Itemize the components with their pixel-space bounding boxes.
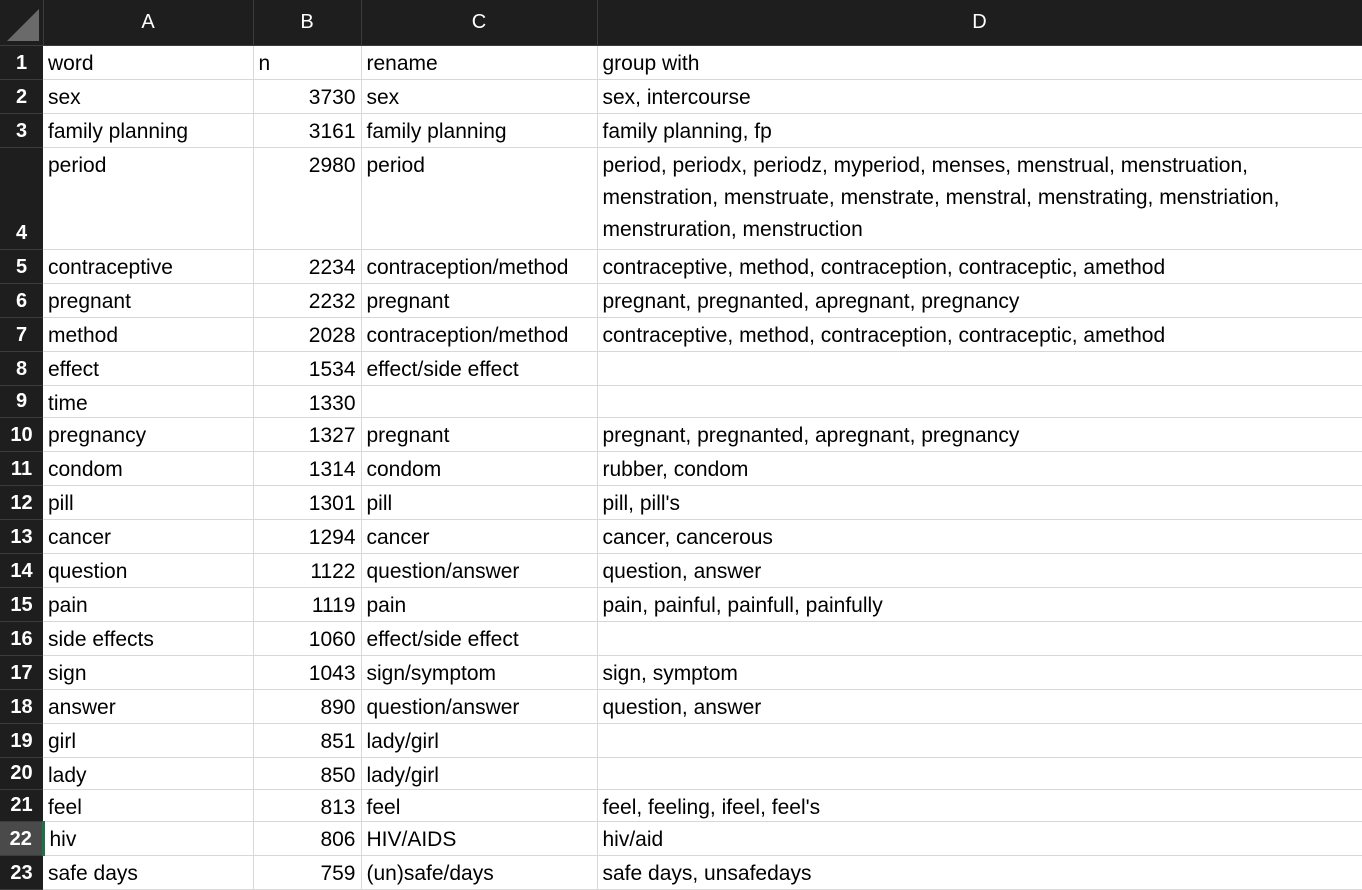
row-header[interactable]: 13: [0, 519, 43, 553]
cell-n[interactable]: n: [253, 45, 361, 79]
select-all-corner[interactable]: [0, 0, 43, 45]
cell-rename[interactable]: cancer: [361, 519, 597, 553]
cell-rename[interactable]: rename: [361, 45, 597, 79]
cell-word[interactable]: side effects: [43, 621, 253, 655]
cell-word[interactable]: method: [43, 317, 253, 351]
table-row: [0, 621, 1362, 655]
cell-group-with[interactable]: family planning, fp: [597, 113, 1362, 147]
cell-word[interactable]: lady: [43, 757, 253, 789]
row-header[interactable]: 12: [0, 485, 43, 519]
table-row: [0, 485, 1362, 519]
cell-n[interactable]: 1314: [253, 451, 361, 485]
row-header[interactable]: 22: [0, 821, 43, 855]
cell-word[interactable]: pain: [43, 587, 253, 621]
cell-group-with[interactable]: [597, 621, 1362, 655]
cell-word[interactable]: pregnancy: [43, 417, 253, 451]
row-header[interactable]: 11: [0, 451, 43, 485]
cell-word[interactable]: feel: [43, 789, 253, 821]
cell-n[interactable]: 2980: [253, 147, 361, 249]
row-header[interactable]: 6: [0, 283, 43, 317]
cell-word[interactable]: answer: [43, 689, 253, 723]
select-all-icon: [7, 9, 39, 41]
column-header-a[interactable]: A: [43, 0, 253, 45]
cell-n[interactable]: 1119: [253, 587, 361, 621]
row-header[interactable]: 10: [0, 417, 43, 451]
row-header[interactable]: 19: [0, 723, 43, 757]
cell-n[interactable]: 2234: [253, 249, 361, 283]
cell-rename[interactable]: pill: [361, 485, 597, 519]
cell-group-with[interactable]: sex, intercourse: [597, 79, 1362, 113]
cell-n[interactable]: 1301: [253, 485, 361, 519]
cell-rename[interactable]: pain: [361, 587, 597, 621]
cell-word[interactable]: question: [43, 553, 253, 587]
cell-group-with[interactable]: contraceptive, method, contraception, contraceptic, amethod: [597, 249, 1362, 283]
cell-word[interactable]: condom: [43, 451, 253, 485]
column-header-c[interactable]: C: [361, 0, 597, 45]
cell-rename[interactable]: effect/side effect: [361, 621, 597, 655]
cell-n[interactable]: 813: [253, 789, 361, 821]
table-row: [0, 451, 1362, 485]
table-row: [0, 655, 1362, 689]
row-header[interactable]: 15: [0, 587, 43, 621]
cell-group-with[interactable]: safe days, unsafedays: [597, 855, 1362, 889]
table-row: [0, 821, 1362, 855]
cell-n[interactable]: 1122: [253, 553, 361, 587]
row-header[interactable]: 20: [0, 757, 43, 789]
cell-n[interactable]: 3730: [253, 79, 361, 113]
cell-word[interactable]: family planning: [43, 113, 253, 147]
table-row: [0, 587, 1362, 621]
table-row: [0, 113, 1362, 147]
cell-group-with[interactable]: [597, 351, 1362, 385]
cell-n[interactable]: 806: [253, 821, 361, 855]
row-header[interactable]: 5: [0, 249, 43, 283]
cell-group-with[interactable]: [597, 723, 1362, 757]
cell-rename[interactable]: question/answer: [361, 689, 597, 723]
table-row: [0, 147, 1362, 249]
column-header-b[interactable]: B: [253, 0, 361, 45]
table-row: [0, 417, 1362, 451]
cell-group-with[interactable]: pain, painful, painfull, painfully: [597, 587, 1362, 621]
cell-n[interactable]: 1060: [253, 621, 361, 655]
row-header[interactable]: 3: [0, 113, 43, 147]
cell-rename[interactable]: contraception/method: [361, 249, 597, 283]
cell-rename[interactable]: period: [361, 147, 597, 249]
row-header[interactable]: 14: [0, 553, 43, 587]
cell-word[interactable]: period: [43, 147, 253, 249]
table-row: [0, 689, 1362, 723]
table-row: [0, 79, 1362, 113]
cell-word[interactable]: effect: [43, 351, 253, 385]
cell-n[interactable]: 2232: [253, 283, 361, 317]
row-header[interactable]: 7: [0, 317, 43, 351]
cell-rename[interactable]: pregnant: [361, 417, 597, 451]
cell-word[interactable]: time: [43, 385, 253, 417]
cell-group-with[interactable]: period, periodx, periodz, myperiod, menses, menstrual, menstruation, menstration, menstruate, menstrate, menstral, menstrating, menstriation, menstruration, menstruction: [597, 147, 1362, 249]
cell-group-with[interactable]: pregnant, pregnanted, apregnant, pregnancy: [597, 417, 1362, 451]
cell-word[interactable]: pill: [43, 485, 253, 519]
cell-group-with[interactable]: question, answer: [597, 689, 1362, 723]
table-row: [0, 757, 1362, 789]
row-header[interactable]: 16: [0, 621, 43, 655]
row-header[interactable]: 21: [0, 789, 43, 821]
cell-n[interactable]: 3161: [253, 113, 361, 147]
table-row: [0, 723, 1362, 757]
cell-word[interactable]: pregnant: [43, 283, 253, 317]
cell-group-with[interactable]: group with: [597, 45, 1362, 79]
cell-word[interactable]: girl: [43, 723, 253, 757]
cell-n[interactable]: 759: [253, 855, 361, 889]
row-header[interactable]: 23: [0, 855, 43, 889]
cell-group-with[interactable]: pregnant, pregnanted, apregnant, pregnancy: [597, 283, 1362, 317]
cell-rename[interactable]: sign/symptom: [361, 655, 597, 689]
cell-group-with[interactable]: pill, pill's: [597, 485, 1362, 519]
cell-rename[interactable]: sex: [361, 79, 597, 113]
cell-group-with[interactable]: question, answer: [597, 553, 1362, 587]
cell-group-with[interactable]: [597, 385, 1362, 417]
cell-n[interactable]: 1330: [253, 385, 361, 417]
cell-n[interactable]: 890: [253, 689, 361, 723]
cell-word[interactable]: sex: [43, 79, 253, 113]
cell-group-with[interactable]: sign, symptom: [597, 655, 1362, 689]
column-header-d[interactable]: D: [597, 0, 1362, 45]
table-row: [0, 789, 1362, 821]
cell-rename[interactable]: pregnant: [361, 283, 597, 317]
cell-n[interactable]: 850: [253, 757, 361, 789]
cell-word[interactable]: sign: [43, 655, 253, 689]
table-row: [0, 553, 1362, 587]
cell-rename[interactable]: condom: [361, 451, 597, 485]
table-row: [0, 351, 1362, 385]
cell-rename[interactable]: (un)safe/days: [361, 855, 597, 889]
cell-word[interactable]: safe days: [43, 855, 253, 889]
column-header-row: [0, 0, 1362, 45]
cell-group-with[interactable]: [597, 757, 1362, 789]
cell-word[interactable]: contraceptive: [43, 249, 253, 283]
cell-rename[interactable]: contraception/method: [361, 317, 597, 351]
cell-word[interactable]: hiv: [43, 821, 253, 855]
cell-rename[interactable]: lady/girl: [361, 723, 597, 757]
cell-rename[interactable]: question/answer: [361, 553, 597, 587]
table-row: [0, 283, 1362, 317]
row-header[interactable]: 1: [0, 45, 43, 79]
table-row: [0, 385, 1362, 417]
cell-n[interactable]: 1534: [253, 351, 361, 385]
cell-n[interactable]: 1043: [253, 655, 361, 689]
cell-n[interactable]: 851: [253, 723, 361, 757]
cell-rename[interactable]: family planning: [361, 113, 597, 147]
cell-group-with[interactable]: feel, feeling, ifeel, feel's: [597, 789, 1362, 821]
table-row: [0, 519, 1362, 553]
cell-n[interactable]: 2028: [253, 317, 361, 351]
cell-group-with[interactable]: contraceptive, method, contraception, contraceptic, amethod: [597, 317, 1362, 351]
row-header[interactable]: 8: [0, 351, 43, 385]
row-header[interactable]: 4: [0, 147, 43, 249]
cell-word[interactable]: word: [43, 45, 253, 79]
cell-word[interactable]: cancer: [43, 519, 253, 553]
cell-rename[interactable]: feel: [361, 789, 597, 821]
row-header[interactable]: 9: [0, 385, 43, 417]
cell-n[interactable]: 1327: [253, 417, 361, 451]
table-row: [0, 249, 1362, 283]
cell-rename[interactable]: HIV/AIDS: [361, 821, 597, 855]
cell-rename[interactable]: [361, 385, 597, 417]
cell-group-with[interactable]: hiv/aid: [597, 821, 1362, 855]
row-header[interactable]: 18: [0, 689, 43, 723]
cell-n[interactable]: 1294: [253, 519, 361, 553]
row-header[interactable]: 17: [0, 655, 43, 689]
cell-rename[interactable]: effect/side effect: [361, 351, 597, 385]
cell-group-with[interactable]: rubber, condom: [597, 451, 1362, 485]
row-header[interactable]: 2: [0, 79, 43, 113]
table-row: [0, 45, 1362, 79]
table-row: [0, 317, 1362, 351]
cell-group-with[interactable]: cancer, cancerous: [597, 519, 1362, 553]
cell-rename[interactable]: lady/girl: [361, 757, 597, 789]
